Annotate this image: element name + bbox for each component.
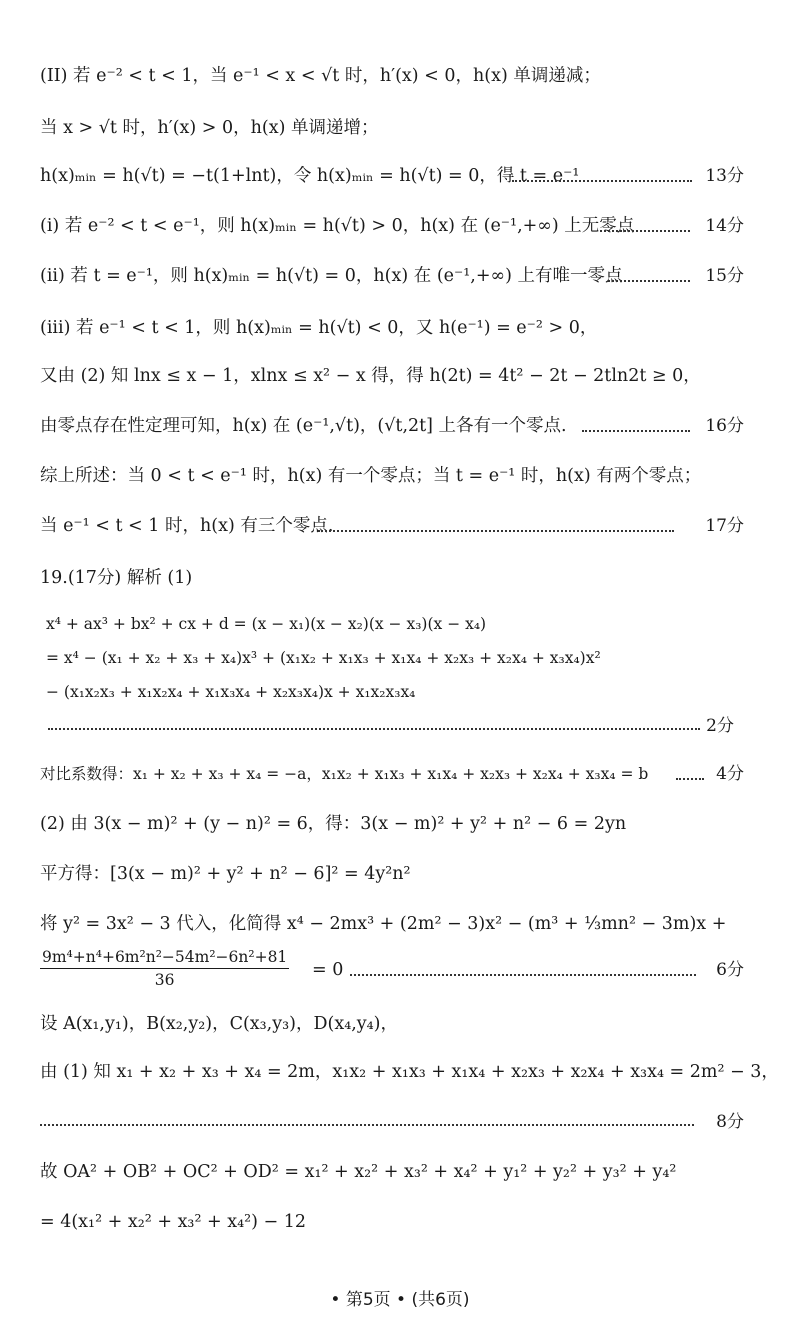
- leader-dots: [40, 1124, 694, 1126]
- score-label: 17分: [705, 516, 744, 536]
- solution-line-2: 当 x > √t 时，h′(x) > 0，h(x) 单调递增；: [40, 118, 379, 138]
- leader-dots: [582, 430, 690, 432]
- equation-rhs: = 0: [312, 960, 344, 980]
- score-label: 14分: [705, 216, 744, 236]
- fraction: [40, 946, 289, 991]
- solution-line-8: 由零点存在性定理可知，h(x) 在 (e⁻¹,√t)，(√t,2t] 上各有一个零点.: [40, 416, 567, 436]
- solution-line-22: 故 OA² + OB² + OC² + OD² = x₁² + x₂² + x₃² + x₄² + y₁² + y₂² + y₃² + y₄²: [40, 1162, 677, 1182]
- fraction-numerator: 9m⁴+n⁴+6m²n²−54m²−6n²+81: [40, 946, 289, 969]
- solution-line-9: 综上所述：当 0 < t < e⁻¹ 时，h(x) 有一个零点；当 t = e⁻¹ 时，h(x) 有两个零点；: [40, 466, 702, 486]
- solution-line-3: h(x)ₘᵢₙ = h(√t) = −t(1+lnt)，令 h(x)ₘᵢₙ = h(√t) = 0，得 t = e⁻¹: [40, 166, 580, 186]
- score-label: 4分: [716, 764, 744, 784]
- solution-line-15: 对比系数得：x₁ + x₂ + x₃ + x₄ = −a，x₁x₂ + x₁x₃ + x₁x₄ + x₂x₃ + x₂x₄ + x₃x₄ = b: [40, 765, 649, 783]
- fraction-denominator: 36: [154, 971, 175, 989]
- score-label: 6分: [716, 960, 744, 980]
- solution-line-14: − (x₁x₂x₃ + x₁x₂x₄ + x₁x₃x₄ + x₂x₃x₄)x + x₁x₂x₃x₄: [46, 683, 416, 701]
- score-label: 8分: [716, 1112, 744, 1132]
- leader-dots: [318, 530, 674, 532]
- leader-dots: [600, 230, 690, 232]
- score-label: 2分: [706, 716, 734, 736]
- leader-dots: [676, 778, 704, 780]
- score-label: 16分: [705, 416, 744, 436]
- solution-line-23: = 4(x₁² + x₂² + x₃² + x₄²) − 12: [40, 1212, 307, 1232]
- score-label: 15分: [705, 266, 744, 286]
- solution-line-1: (II) 若 e⁻² < t < 1，当 e⁻¹ < x < √t 时，h′(x) < 0，h(x) 单调递减；: [40, 66, 601, 86]
- solution-line-6: (iii) 若 e⁻¹ < t < 1，则 h(x)ₘᵢₙ = h(√t) < 0，又 h(e⁻¹) = e⁻² > 0，: [40, 318, 598, 338]
- page-footer: • 第5页 • (共6页): [330, 1290, 470, 1310]
- solution-line-13: = x⁴ − (x₁ + x₂ + x₃ + x₄)x³ + (x₁x₂ + x₁x₃ + x₁x₄ + x₂x₃ + x₂x₄ + x₃x₄)x²: [46, 649, 601, 667]
- leader-dots: [512, 180, 692, 182]
- solution-line-21: 由 (1) 知 x₁ + x₂ + x₃ + x₄ = 2m，x₁x₂ + x₁x₃ + x₁x₄ + x₂x₃ + x₂x₄ + x₃x₄ = 2m² − 3，: [40, 1062, 779, 1082]
- solution-line-4: (i) 若 e⁻² < t < e⁻¹，则 h(x)ₘᵢₙ = h(√t) > 0，h(x) 在 (e⁻¹,+∞) 上无零点: [40, 216, 635, 236]
- leader-dots: [608, 280, 690, 282]
- solution-line-16: (2) 由 3(x − m)² + (y − n)² = 6，得：3(x − m)² + y² + n² − 6 = 2yn: [40, 814, 627, 834]
- solution-line-18: 将 y² = 3x² − 3 代入，化简得 x⁴ − 2mx³ + (2m² − 3)x² − (m³ + ⅓mn² − 3m)x +: [40, 914, 727, 934]
- leader-dots: [48, 728, 700, 730]
- solution-line-17: 平方得：[3(x − m)² + y² + n² − 6]² = 4y²n²: [40, 864, 411, 884]
- problem-19-heading: 19.(17分) 解析 (1): [40, 568, 193, 588]
- score-label: 13分: [705, 166, 744, 186]
- solution-line-12: x⁴ + ax³ + bx² + cx + d = (x − x₁)(x − x₂)(x − x₃)(x − x₄): [46, 615, 487, 633]
- leader-dots: [350, 974, 696, 976]
- solution-line-7: 又由 (2) 知 lnx ≤ x − 1，xlnx ≤ x² − x 得，得 h(2t) = 4t² − 2t − 2tln2t ≥ 0，: [40, 366, 701, 386]
- solution-line-20: 设 A(x₁,y₁)，B(x₂,y₂)，C(x₃,y₃)，D(x₄,y₄)，: [40, 1014, 398, 1034]
- solution-line-10: 当 e⁻¹ < t < 1 时，h(x) 有三个零点.: [40, 516, 334, 536]
- solution-line-5: (ii) 若 t = e⁻¹，则 h(x)ₘᵢₙ = h(√t) = 0，h(x) 在 (e⁻¹,+∞) 上有唯一零点: [40, 266, 623, 286]
